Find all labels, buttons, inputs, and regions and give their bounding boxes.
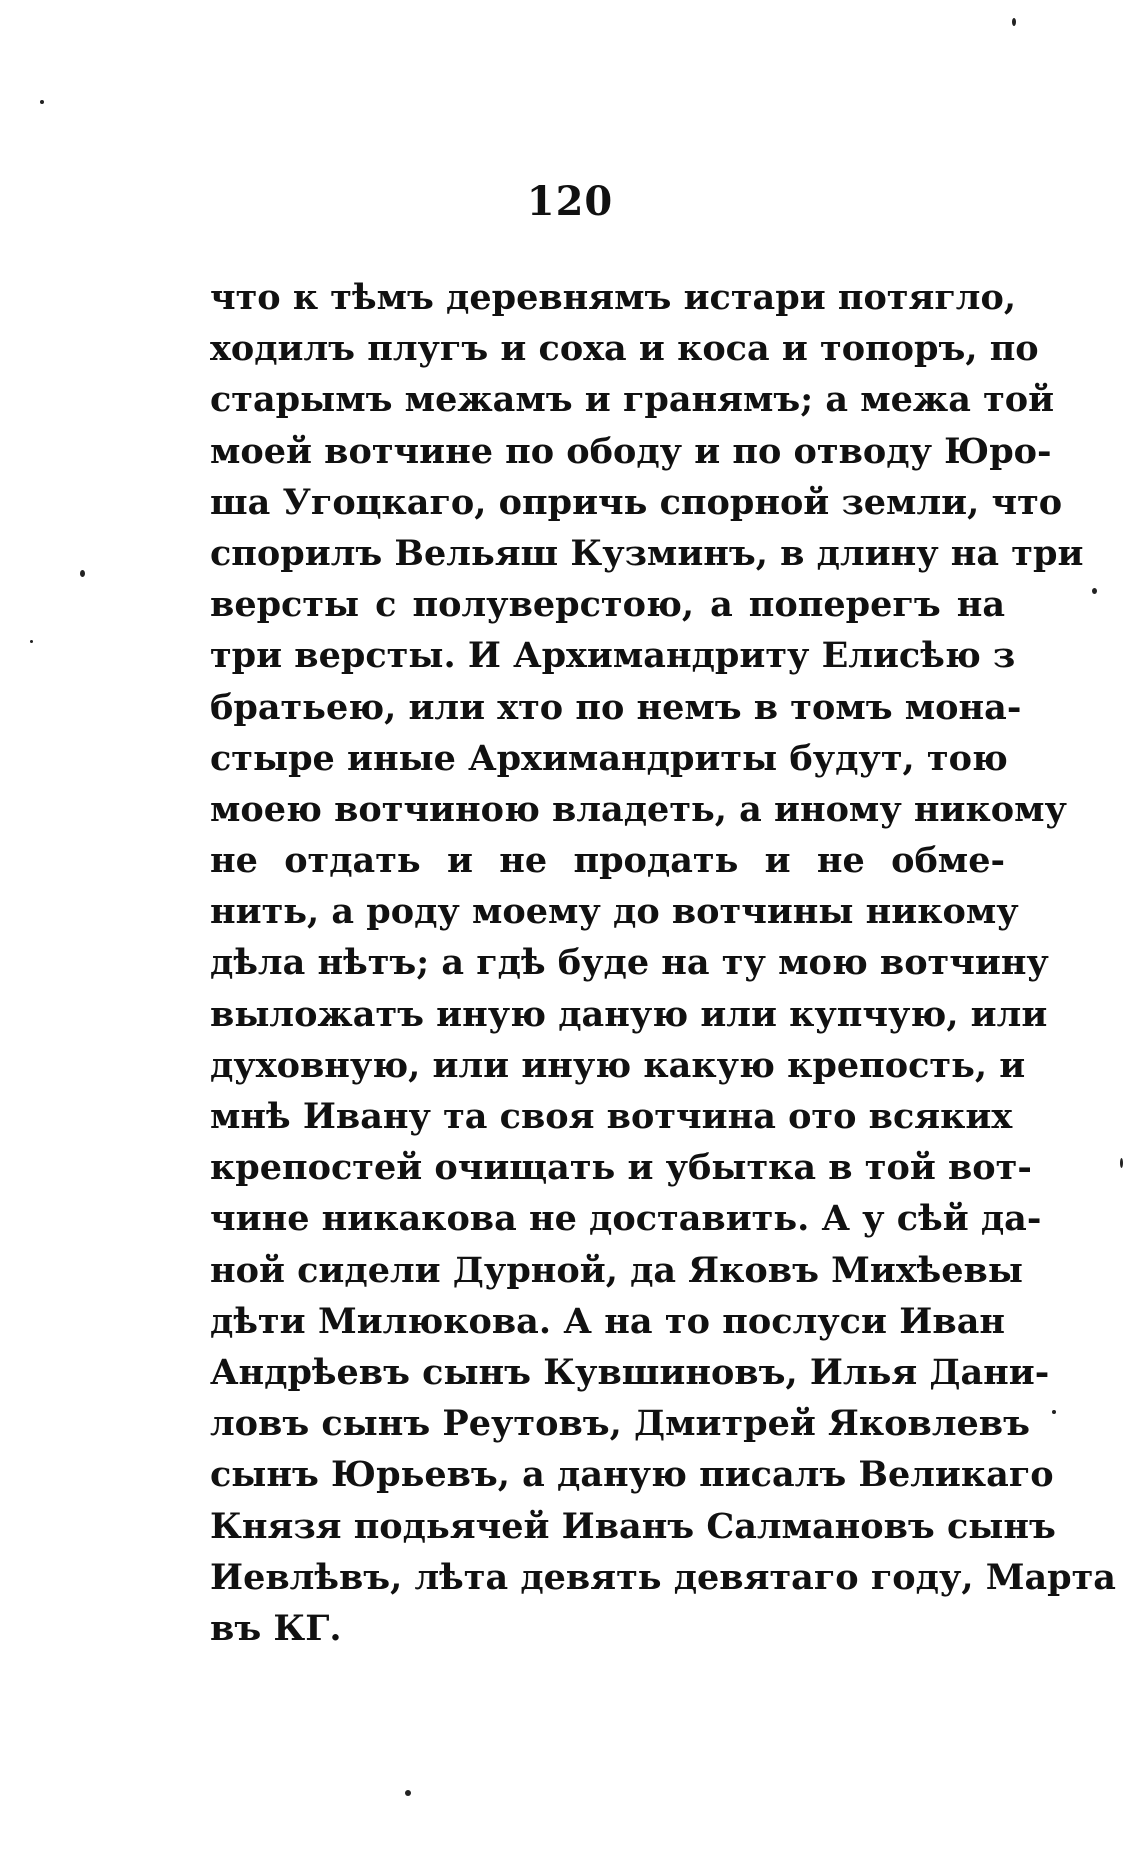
text-line: старымъ межамъ и гранямъ; а межа той — [210, 379, 1055, 421]
text-line: Андрѣевъ сынъ Кувшиновъ, Илья Дани- — [210, 1351, 1050, 1393]
text-line: дѣла нѣтъ; а гдѣ буде на ту мою вотчину — [210, 942, 1049, 984]
text-line: нить, а роду моему до вотчины никому — [210, 891, 1019, 933]
text-line: ловъ сынъ Реутовъ, Дмитрей Яковлевъ — [210, 1403, 1030, 1445]
scan-speck — [1120, 1158, 1123, 1168]
text-line: моей вотчине по ободу и по отводу Юро- — [210, 430, 1052, 472]
text-line: спорилъ Вельяш Кузминъ, в длину на три — [210, 532, 1084, 574]
scan-speck — [1052, 1410, 1056, 1414]
scan-speck — [80, 570, 85, 577]
text-line: не отдать и не продать и не обме- — [210, 840, 1005, 882]
text-line: ша Угоцкаго, опричь спорной земли, что — [210, 481, 1063, 523]
scan-speck — [40, 100, 44, 104]
text-line: мнѣ Ивану та своя вотчина ото всяких — [210, 1096, 1013, 1137]
text-line: ной сидели Дурной, да Яковъ Михѣевы — [210, 1249, 1023, 1291]
text-line: три версты. И Архимандриту Елисѣю з — [210, 635, 1016, 677]
text-line: духовную, или иную какую крепость, и — [210, 1044, 1026, 1086]
text-line: стыре иные Архимандриты будут, тою — [210, 737, 1008, 779]
text-line: что к тѣмъ деревнямъ истари потягло, — [210, 277, 1017, 318]
scan-speck — [30, 640, 33, 643]
text-line: ходилъ плугъ и соха и коса и топоръ, по — [210, 328, 1039, 370]
text-line: Князя подьячей Иванъ Салмановъ сынъ — [210, 1505, 1056, 1547]
text-line: братьею, или хто по немъ в томъ мона- — [210, 686, 1022, 728]
text-line: версты с полуверстою, а поперегъ на — [210, 584, 1005, 626]
text-line: крепостей очищать и убытка в той вот- — [210, 1147, 1032, 1189]
text-line: Иевлѣвъ, лѣта девять девятаго году, Марта — [210, 1556, 1116, 1598]
text-line: сынъ Юрьевъ, а даную писалъ Великаго — [210, 1454, 1054, 1496]
text-line: дѣти Милюкова. А на то послуси Иван — [210, 1300, 1005, 1342]
scan-speck — [1012, 18, 1016, 26]
scan-speck — [405, 1790, 411, 1796]
text-line: моею вотчиною владеть, а иному никому — [210, 788, 1067, 830]
text-line-last: въ КГ. — [210, 1607, 342, 1649]
text-line: чине никакова не доставить. А у сѣй да- — [210, 1198, 1042, 1240]
body-text — [210, 272, 1116, 1654]
text-line: выложатъ иную даную или купчую, или — [210, 993, 1048, 1035]
scan-speck — [1092, 588, 1097, 594]
page-number: 120 — [526, 178, 614, 225]
